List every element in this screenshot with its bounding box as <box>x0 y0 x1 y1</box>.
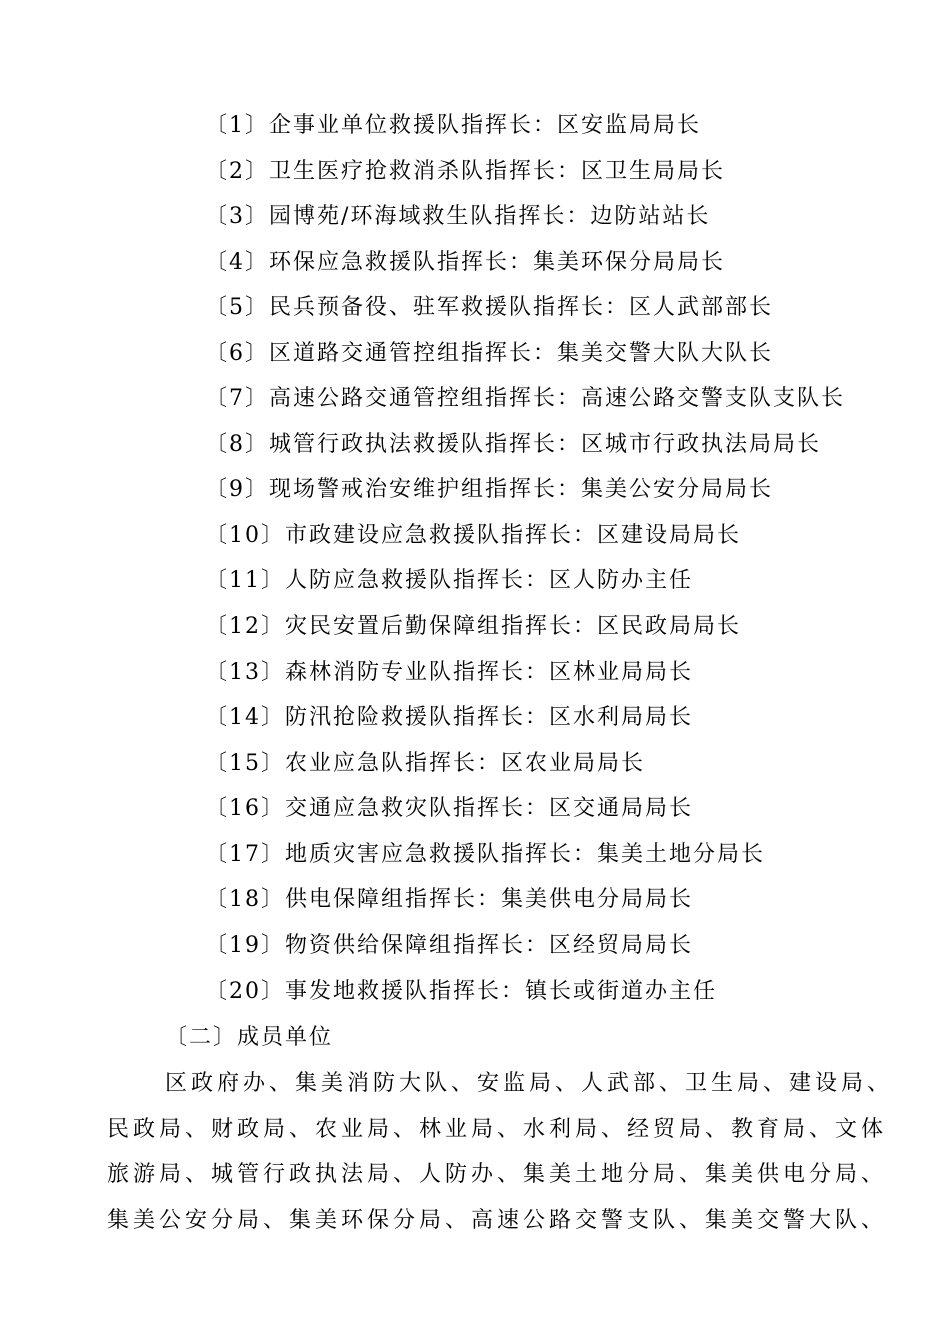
commander-item: 〔8〕城管行政执法救援队指挥长：区城市行政执法局局长 <box>205 432 821 457</box>
member-paragraph-line: 旅游局、城管行政执法局、人防办、集美土地分局、集美供电分局、 <box>107 1162 888 1187</box>
commander-item: 〔1〕企事业单位救援队指挥长：区安监局局长 <box>205 113 701 138</box>
commander-item: 〔4〕环保应急救援队指挥长：集美环保分局局长 <box>205 250 725 275</box>
commander-item: 〔17〕地质灾害应急救援队指挥长：集美土地分局长 <box>205 842 765 867</box>
commander-item: 〔9〕现场警戒治安维护组指挥长：集美公安分局局长 <box>205 477 773 502</box>
section-heading: 〔二〕成员单位 <box>165 1025 334 1050</box>
commander-item: 〔19〕物资供给保障组指挥长：区经贸局局长 <box>205 933 693 958</box>
commander-item: 〔2〕卫生医疗抢救消杀队指挥长：区卫生局局长 <box>205 159 725 184</box>
commander-item: 〔18〕供电保障组指挥长：集美供电分局局长 <box>205 887 693 912</box>
commander-item: 〔16〕交通应急救灾队指挥长：区交通局局长 <box>205 796 693 821</box>
commander-item: 〔14〕防汛抢险救援队指挥长：区水利局局长 <box>205 705 693 730</box>
commander-item: 〔5〕民兵预备役、驻军救援队指挥长：区人武部部长 <box>205 295 773 320</box>
commander-item: 〔6〕区道路交通管控组指挥长：集美交警大队大队长 <box>205 341 773 366</box>
member-paragraph-line: 民政局、财政局、农业局、林业局、水利局、经贸局、教育局、文体 <box>107 1117 888 1142</box>
commander-item: 〔10〕市政建设应急救援队指挥长：区建设局局长 <box>205 523 741 548</box>
commander-item: 〔3〕园博苑/环海域救生队指挥长：边防站站长 <box>205 204 711 229</box>
commander-item: 〔15〕农业应急队指挥长：区农业局局长 <box>205 751 645 776</box>
commander-item: 〔7〕高速公路交通管控组指挥长：高速公路交警支队支队长 <box>205 386 845 411</box>
commander-item: 〔12〕灾民安置后勤保障组指挥长：区民政局局长 <box>205 614 741 639</box>
commander-item: 〔13〕森林消防专业队指挥长：区林业局局长 <box>205 660 693 685</box>
commander-item: 〔11〕人防应急救援队指挥长：区人防办主任 <box>205 568 693 593</box>
member-paragraph-line: 集美公安分局、集美环保分局、高速公路交警支队、集美交警大队、 <box>107 1208 888 1233</box>
member-paragraph-line: 区政府办、集美消防大队、安监局、人武部、卫生局、建设局、 <box>165 1071 894 1096</box>
commander-item: 〔20〕事发地救援队指挥长：镇长或街道办主任 <box>205 979 717 1004</box>
